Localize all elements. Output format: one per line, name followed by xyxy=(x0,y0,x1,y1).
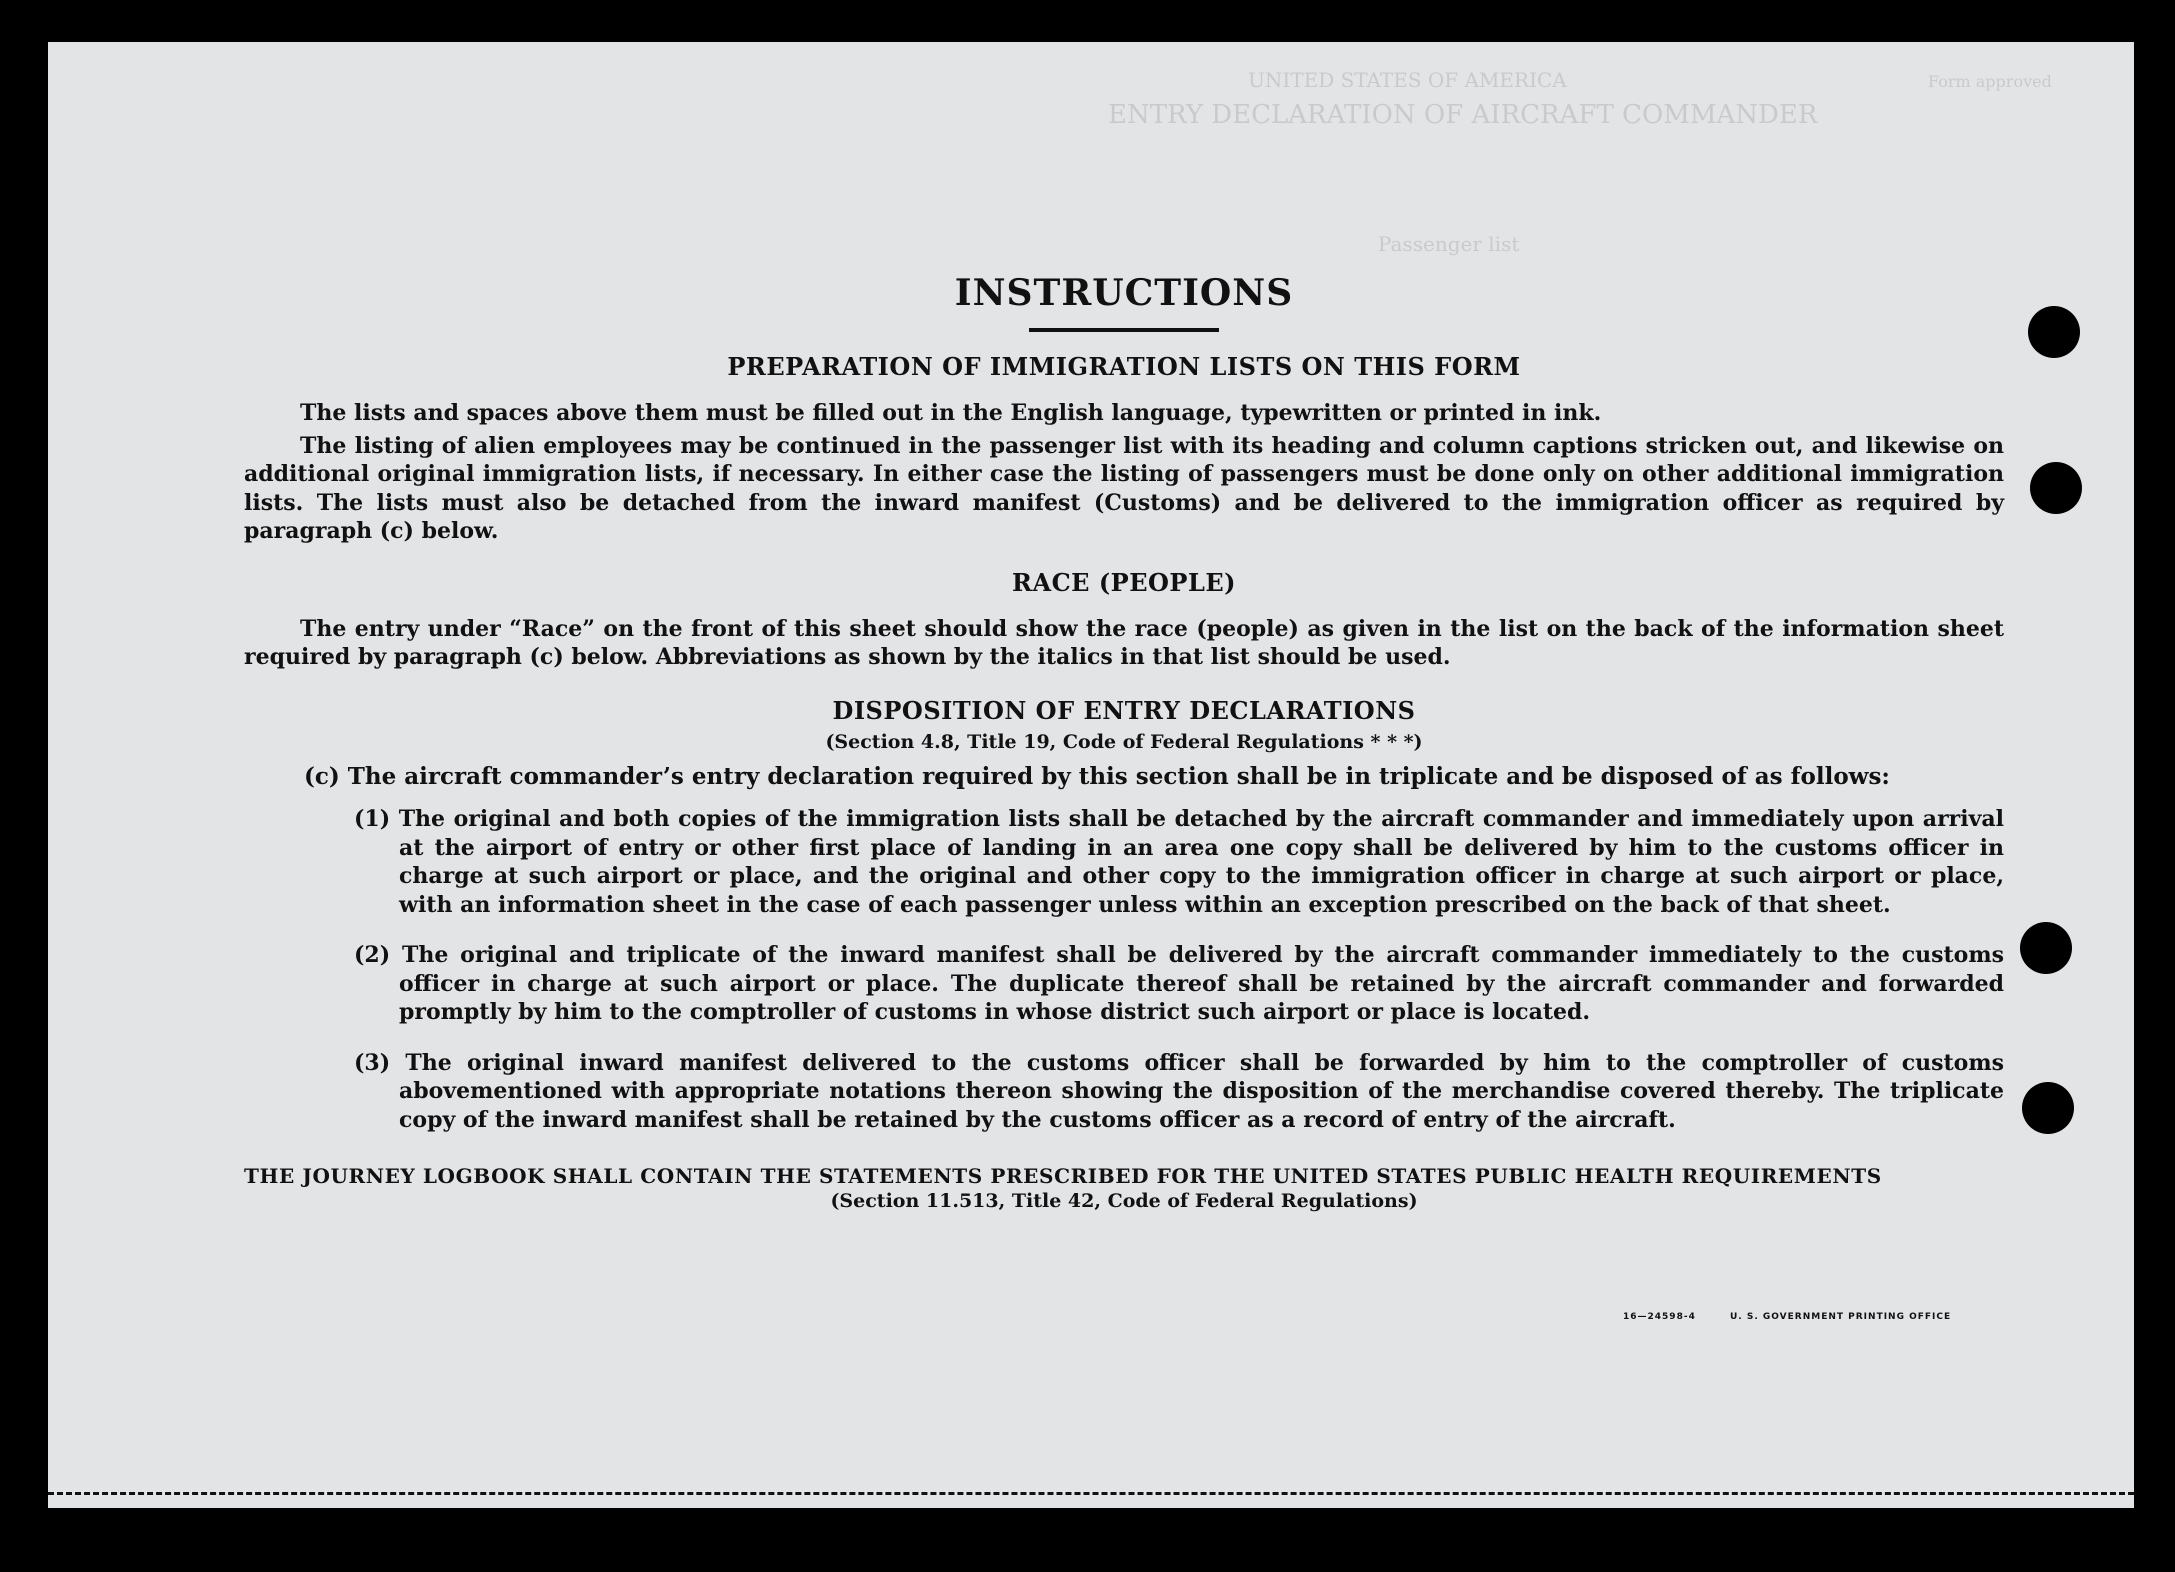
section-heading-disposition: DISPOSITION OF ENTRY DECLARATIONS xyxy=(832,695,1416,725)
paragraph-c: (c) The aircraft commander’s entry declaration required by this section shall be in triplicate and be disposed of as follows: xyxy=(304,762,1890,790)
bleed-through-text: Passenger list xyxy=(1378,232,1520,256)
paragraph: The lists and spaces above them must be filled out in the English language, typewritten or printed in ink. xyxy=(300,400,1602,426)
bleed-through-text: ENTRY DECLARATION OF AIRCRAFT COMMANDER xyxy=(1108,100,1818,130)
bleed-through-text: UNITED STATES OF AMERICA xyxy=(1248,68,1567,92)
footer-heading: THE JOURNEY LOGBOOK SHALL CONTAIN THE STATEMENTS PRESCRIBED FOR THE UNITED STATES PUBLIC HEALTH REQUIREMENTS xyxy=(244,1164,1882,1188)
punch-hole xyxy=(2028,306,2080,358)
section-heading-preparation: PREPARATION OF IMMIGRATION LISTS ON THIS FORM xyxy=(727,352,1521,381)
list-item: (1) The original and both copies of the immigration lists shall be detached by the aircraft commander and immediately upon arrival at the airport of entry or other first place of landing in an area one copy shall be delivered by him to the customs officer in charge at such airport or place, and the original and other copy to the immigration officer in charge at such airport or place, with an information sheet in the case of each passenger unless within an exception prescribed on the back of that sheet. xyxy=(354,806,2004,918)
paragraph: The entry under “Race” on the front of this sheet should show the race (people) as given in the list on the back of the information sheet required by paragraph (c) below. Abbreviations as shown by the italics in that list should be used. xyxy=(244,615,2004,670)
instructions-body xyxy=(244,232,2004,1212)
list-item: (3) The original inward manifest delivered to the customs officer shall be forwarded by him to the comptroller of customs abovementioned with appropriate notations thereon showing the disposition of the merchandise covered thereby. The triplicate copy of the inward manifest shall be retained by the customs officer as a record of entry of the aircraft. xyxy=(354,1049,2004,1133)
perforation-line xyxy=(48,1492,2134,1495)
regulation-citation: (Section 4.8, Title 19, Code of Federal Regulations * * *) xyxy=(825,730,1423,753)
punch-hole xyxy=(2030,462,2082,514)
bleed-through-text: Form approved xyxy=(1928,72,2052,91)
footer-citation: (Section 11.513, Title 42, Code of Federal Regulations) xyxy=(830,1190,1418,1212)
paragraph: The listing of alien employees may be continued in the passenger list with its heading and column captions stricken out, and likewise on additional original immigration lists, if necessary. In either case the listing of passengers must be done only on other additional immigration lists. The lists must also be detached from the inward manifest (Customs) and be delivered to the immigration officer as required by paragraph (c) below. xyxy=(244,432,2004,544)
section-heading-race: RACE (PEOPLE) xyxy=(1012,567,1236,597)
punch-hole xyxy=(2020,922,2072,974)
document-page xyxy=(48,42,2134,1508)
title-rule xyxy=(1029,328,1219,332)
printer-name: U. S. GOVERNMENT PRINTING OFFICE xyxy=(1729,1312,1952,1322)
list-item: (2) The original and triplicate of the inward manifest shall be delivered by the aircraft commander immediately to the customs officer in charge at such airport or place. The duplicate thereof shall be retained by the aircraft commander and forwarded promptly by him to the comptroller of customs in whose district such airport or place is located. xyxy=(354,942,2004,1025)
punch-hole xyxy=(2022,1082,2074,1134)
page-title: INSTRUCTIONS xyxy=(954,272,1294,314)
printer-imprint xyxy=(1623,1312,1981,1322)
form-number: 16—24598-4 xyxy=(1623,1312,1696,1322)
